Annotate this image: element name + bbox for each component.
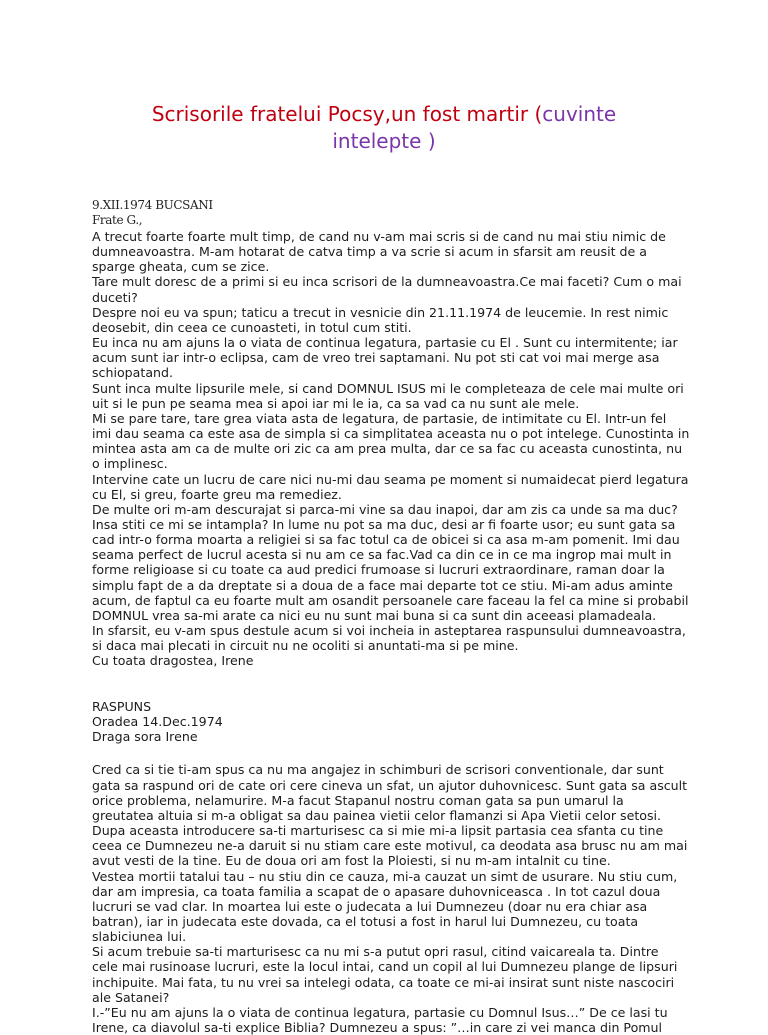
document-body <box>92 197 692 1035</box>
letter-text-line: mintea asta am ca de multe ori zic ca am prea multa, dar ce sa fac cu aceasta cunostinta, nu <box>92 441 683 457</box>
reply-text-line: orice problema, nelamurire. M-a facut Stapanul nostru coman gata sa pun umarul la <box>92 792 624 808</box>
reply-text-line: Dupa aceasta introducere sa-ti marturisesc ca si mie mi-a lipsit partasia cea sfanta cu tine <box>92 823 664 839</box>
title-link-cuvinte[interactable]: cuvinte <box>542 102 617 126</box>
reply-text-line: I.-”Eu nu am ajuns la o viata de continua legatura, partasie cu Domnul Isus…” De ce lasi tu <box>92 1004 668 1020</box>
letter-text-line: dumneavoastra. M-am hotarat de catva timp a va scrie si acum in sfarsit am reusit de a <box>92 244 647 260</box>
letter-text-line: imi dau seama ca este asa de simpla si ca simplitatea aceasta nu o pot intelege. Cunostinta in <box>92 426 690 442</box>
letter-text-line: simplu fapt de a da dreptate si a doua de a face mai departe tot ce stiu. Mi-am adus aminte <box>92 577 673 593</box>
letter-text-line: Sunt inca multe lipsurile mele, si cand DOMNUL ISUS mi le completeaza de cele mai multe ori <box>92 380 684 396</box>
letter-text-line: Cu toata dragostea, Irene <box>92 653 254 669</box>
reply-text-line: batran), iar in judecata este dovada, ca el totusi a fost in harul lui Dumnezeu, cu toata <box>92 913 639 929</box>
letter-text-line: Insa stiti ce mi se intampla? In lume nu pot sa ma duc, desi ar fi foarte usor; eu sunt gata sa <box>92 516 676 532</box>
letter-text-line: Despre noi eu va spun; taticu a trecut in vesnicie din 21.11.1974 de leucemie. In rest nimic <box>92 304 669 320</box>
letter-text-line: DOMNUL vrea sa-mi arate ca nici eu nu sunt mai buna si ca sunt din aceeasi plamadeala. <box>92 607 657 623</box>
letter-text-line: cad intr-o forma moarta a religiei si sa fac totul ca de obicei si ca asa m-am pomenit. Imi dau <box>92 532 680 548</box>
letter-text-line: Eu inca nu am ajuns la o viata de continua legatura, partasie cu El . Sunt cu intermitente; iar <box>92 335 678 351</box>
reply-place-date: Oradea 14.Dec.1974 <box>92 713 223 729</box>
reply-text-line: greutatea altuia si m-a obligat sa dau painea vietii celor flamanzi si Apa Vietii celor setosi. <box>92 807 662 823</box>
letter-text-line: Tare mult doresc de a primi si eu inca scrisori de la dumneavoastra.Ce mai faceti? Cum o mai <box>92 274 682 290</box>
reply-text-line: avut vesti de la tine. Eu de doua ori am fost la Ploiesti, si nu m-am intalnit cu tine. <box>92 853 611 869</box>
reply-salutation: Draga sora Irene <box>92 729 198 745</box>
letter-text-line: In sfarsit, eu v-am spus destule acum si voi incheia in asteptarea raspunsului dumneavoastra, <box>92 623 686 639</box>
letter-text-line: duceti? <box>92 289 138 305</box>
letter-greeting: Frate G., <box>92 213 143 227</box>
letter-text-line: acum, de faptul ca eu foarte mult am osandit persoanele care faceau la fel ca mine si probabil <box>92 592 689 608</box>
reply-text-line: ale Satanei? <box>92 989 170 1005</box>
letter-text-line: deosebit, din ceea ce cunoasteti, in totul cum stiti. <box>92 319 412 335</box>
reply-text-line: ceea ce Dumnezeu ne-a daruit si nu stiam care este motivul, ca deodata asa brusc nu am mai <box>92 838 688 854</box>
letter-date-line: 9.XII.1974 BUCSANI <box>92 198 213 212</box>
letter-text-line: cu El, si greu, foarte greu ma remediez. <box>92 486 342 502</box>
letter-text-line: De multe ori m-am descurajat si parca-mi vine sa dau inapoi, dar am zis ca unde sa ma duc? <box>92 501 678 517</box>
letter-text-line: schiopatand. <box>92 365 174 381</box>
title-link-intelepte[interactable]: intelepte ) <box>332 129 436 153</box>
letter-text-line: acum sunt iar intr-o eclipsa, cam de vreo trei saptamani. Nu pot sti cat voi mai merge asa <box>92 350 660 366</box>
reply-text-line: Irene, ca diavolul sa-ti explice Biblia? Dumnezeu a spus: ”…in care zi vei manca din Pomul <box>92 1020 663 1035</box>
reply-body <box>92 762 692 1035</box>
letter-text-line: A trecut foarte foarte mult timp, de cand nu v-am mai scris si de cand nu mai stiu nimic de <box>92 229 666 244</box>
reply-text-line: Vestea mortii tatalui tau – nu stiu din ce cauza, mi-a cauzat un simt de usurare. Nu stiu cum, <box>92 868 678 884</box>
letter-text-line: sparge gheata, cum se zice. <box>92 259 270 275</box>
letter-text-line: uit si le pun pe seama mea si apoi iar mi le ia, ca sa vad ca nu sunt ale mele. <box>92 395 580 411</box>
reply-text-line: slabiciunea lui. <box>92 929 187 945</box>
reply-heading: RASPUNS <box>92 698 152 714</box>
letter-body <box>92 229 692 669</box>
reply-text-line: cele mai rusinoase lucruri, este la locul intai, cand un copil al lui Dumnezeu plange de lipsuri <box>92 959 678 975</box>
reply-text-line: lucruri se vad clar. In moartea lui este o judecata a lui Dumnezeu (doar nu era chiar asa <box>92 898 648 914</box>
title-main: Scrisorile fratelui Pocsy,un fost martir ( <box>151 102 543 126</box>
letter-text-line: Mi se pare tare, tare grea viata asta de legatura, de partasie, de intimitate cu El. Intr-un fel <box>92 410 667 426</box>
reply-text-line: gata sa raspund ori de cate ori cere cineva un sfat, un ajutor duhovnicesc. Sunt gata sa ascult <box>92 777 688 793</box>
reply-text-line: Cred ca si tie ti-am spus ca nu ma angajez in schimburi de scrisori conventionale, dar sunt <box>92 762 664 778</box>
letter-text-line: forme religioase si cu toate ca aud predici frumoase si lucruri extraordinare, raman doar la <box>92 562 665 578</box>
letter-text-line: seama perfect de lucrul acesta si nu am ce sa fac.Vad ca din ce in ce ma ingrop mai mult in <box>92 547 672 563</box>
letter-text-line: Intervine cate un lucru de care nici nu-mi dau seama pe moment si numaidecat pierd legatura <box>92 471 689 487</box>
reply-text-line: Si acum trebuie sa-ti marturisesc ca nu mi s-a putut opri rasul, citind vaicareala ta. Dintre <box>92 944 659 960</box>
letter-text-line: o implinesc. <box>92 456 168 472</box>
page-title <box>60 101 708 155</box>
reply-text-line: dar am impresia, ca toata familia a scapat de o apasare duhovniceasca . In tot cazul doua <box>92 883 661 899</box>
letter-text-line: si daca mai plecati in circuit nu ne ocoliti si anuntati-ma si pe mine. <box>92 638 519 654</box>
reply-text-line: inchipuite. Mai fata, tu nu vrei sa intelegi odata, ca toate ce mi-ai insirat sunt niste nascociri <box>92 974 675 990</box>
